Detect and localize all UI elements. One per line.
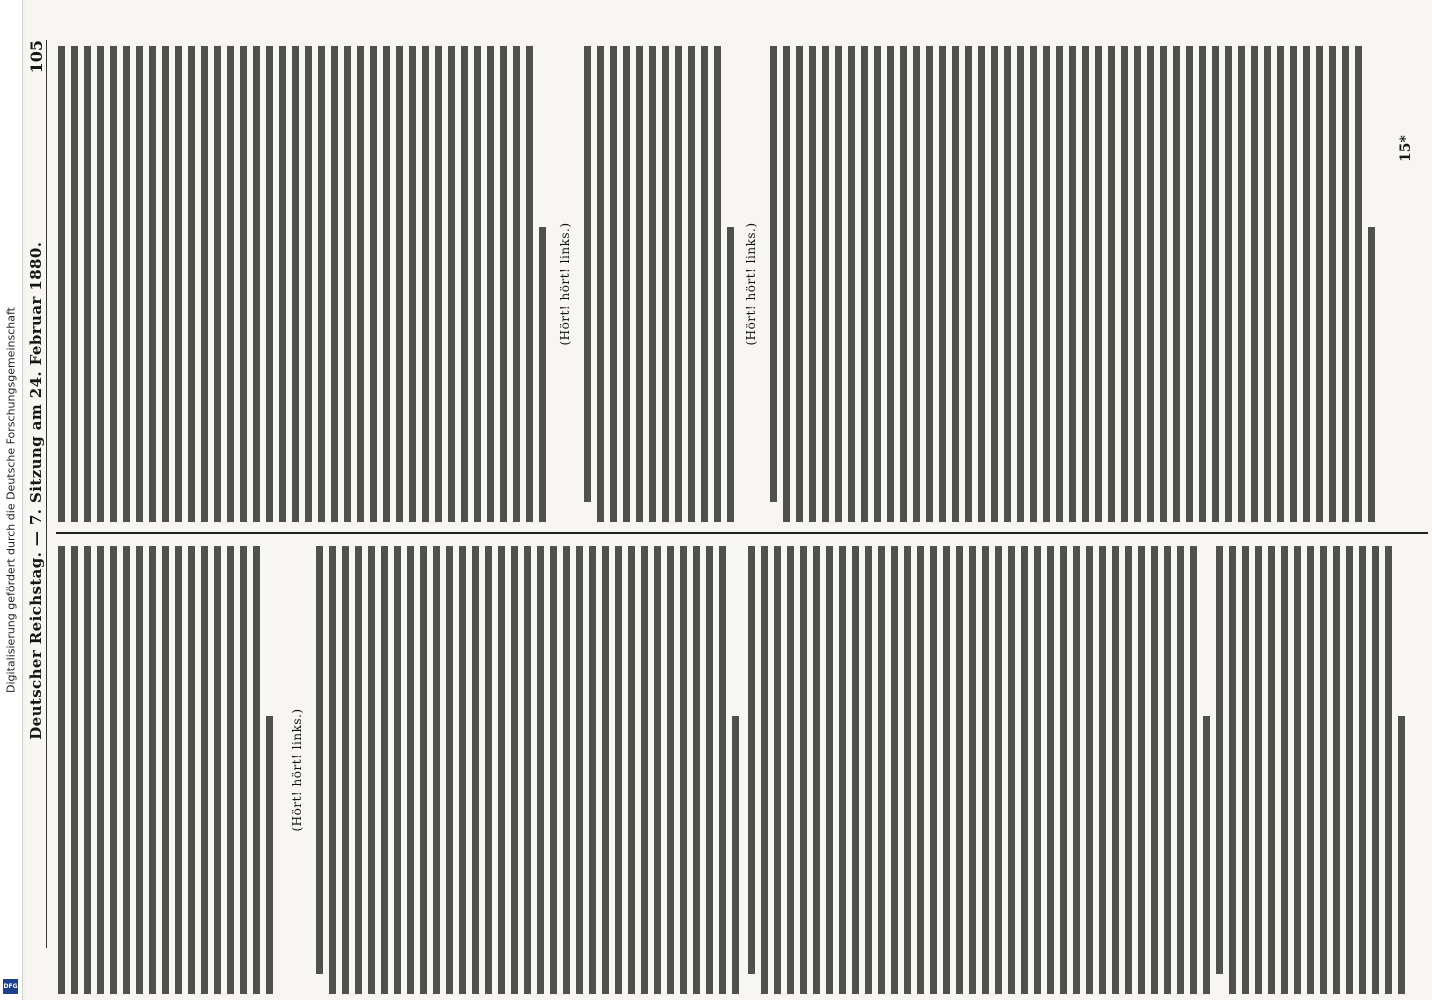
text-line (526, 46, 533, 522)
text-line (628, 546, 635, 994)
text-line (991, 46, 998, 522)
text-line (162, 546, 169, 994)
text-line (719, 546, 726, 994)
text-line (201, 546, 208, 994)
text-line (1151, 546, 1158, 994)
scanned-page (26, 0, 1432, 1000)
text-line (253, 46, 260, 522)
text-line (381, 546, 388, 994)
text-line (1385, 546, 1392, 994)
text-line (409, 46, 416, 522)
text-line (97, 546, 104, 994)
interjection: (Hört! hört! links.) (558, 222, 572, 346)
text-line (1372, 546, 1379, 994)
credit-strip (0, 0, 23, 1000)
paragraph (584, 46, 740, 522)
text-line (550, 546, 557, 994)
text-line (537, 546, 544, 994)
text-line (913, 46, 920, 522)
paragraph (770, 46, 1381, 522)
text-line (748, 546, 755, 974)
text-line (58, 46, 65, 522)
text-line (1316, 46, 1323, 522)
text-line (783, 46, 790, 522)
text-line (1147, 46, 1154, 522)
text-line (433, 546, 440, 994)
text-line (1186, 46, 1193, 522)
text-line (602, 546, 609, 994)
text-line (839, 546, 846, 994)
text-line (1056, 46, 1063, 522)
text-line (1216, 546, 1223, 974)
text-line (329, 546, 336, 994)
text-line (732, 716, 739, 994)
text-line (675, 46, 682, 522)
signature-mark: 15* (1398, 135, 1414, 162)
paragraph (58, 546, 279, 994)
text-line (1212, 46, 1219, 522)
text-line (1160, 46, 1167, 522)
interjection: (Hört! hört! links.) (290, 708, 304, 832)
text-line (1277, 46, 1284, 522)
text-line (1307, 546, 1314, 994)
text-line (809, 46, 816, 522)
text-line (714, 46, 721, 522)
text-line (110, 546, 117, 994)
text-line (1047, 546, 1054, 994)
text-line (487, 46, 494, 522)
text-line (1099, 546, 1106, 994)
text-line (394, 546, 401, 994)
text-line (965, 46, 972, 522)
header-title: Deutscher Reichstag. — 7. Sitzung am 24. Februar 1880. (27, 241, 45, 740)
text-line (1134, 46, 1141, 522)
text-line (136, 46, 143, 522)
text-line (1268, 546, 1275, 994)
text-line (1355, 46, 1362, 522)
text-line (1030, 46, 1037, 522)
text-line (701, 46, 708, 522)
text-line (123, 546, 130, 994)
text-line (1004, 46, 1011, 522)
text-line (422, 46, 429, 522)
text-line (539, 227, 546, 522)
text-line (956, 546, 963, 994)
text-line (761, 546, 768, 994)
text-line (706, 546, 713, 994)
paragraph (316, 546, 745, 994)
text-line (597, 46, 604, 522)
text-line (84, 546, 91, 994)
text-line (693, 546, 700, 994)
digitization-credit: Digitalisierung gefördert durch die Deutsche Forschungsgemeinschaft (4, 307, 18, 693)
text-line (654, 546, 661, 994)
text-line (878, 546, 885, 994)
text-line (355, 546, 362, 994)
text-line (641, 546, 648, 994)
text-line (1164, 546, 1171, 994)
text-line (188, 46, 195, 522)
text-line (688, 46, 695, 522)
text-line (1333, 546, 1340, 994)
text-line (995, 546, 1002, 994)
rotated-page-content (26, 0, 1432, 1000)
text-line (796, 46, 803, 522)
text-line (266, 46, 273, 522)
text-line (266, 716, 273, 994)
text-line (891, 546, 898, 994)
text-line (1264, 46, 1271, 522)
text-line (822, 46, 829, 522)
text-line (383, 46, 390, 522)
text-line (1173, 46, 1180, 522)
text-line (485, 546, 492, 994)
dfg-logo: DFG (3, 979, 18, 994)
text-line (357, 46, 364, 522)
column-divider (56, 532, 1428, 534)
text-line (615, 546, 622, 994)
text-line (1069, 46, 1076, 522)
text-line (900, 46, 907, 522)
text-line (214, 46, 221, 522)
text-line (1329, 46, 1336, 522)
text-line (58, 546, 65, 994)
text-line (316, 546, 323, 974)
text-line (227, 546, 234, 994)
text-line (589, 546, 596, 994)
text-line (1121, 46, 1128, 522)
text-line (982, 546, 989, 994)
text-line (978, 46, 985, 522)
text-line (461, 46, 468, 522)
text-line (1242, 546, 1249, 994)
text-line (1073, 546, 1080, 994)
text-line (1108, 46, 1115, 522)
text-line (1320, 546, 1327, 994)
text-line (1095, 46, 1102, 522)
text-line (1225, 46, 1232, 522)
running-header (26, 40, 47, 948)
text-line (420, 546, 427, 994)
text-line (576, 546, 583, 994)
text-line (97, 46, 104, 522)
text-line (344, 46, 351, 522)
text-line (446, 546, 453, 994)
text-line (887, 46, 894, 522)
text-line (1199, 46, 1206, 522)
text-line (513, 46, 520, 522)
text-line (149, 546, 156, 994)
text-line (1125, 546, 1132, 994)
text-line (472, 546, 479, 994)
text-line (71, 546, 78, 994)
text-line (1082, 46, 1089, 522)
text-line (407, 546, 414, 994)
text-line (610, 46, 617, 522)
text-line (662, 46, 669, 522)
paragraph (58, 46, 552, 522)
text-line (904, 546, 911, 994)
page-number: 105 (26, 40, 46, 74)
text-line (1017, 46, 1024, 522)
text-line (1008, 546, 1015, 994)
text-line (149, 46, 156, 522)
text-line (524, 546, 531, 994)
text-line (930, 546, 937, 994)
text-line (227, 46, 234, 522)
text-line (175, 546, 182, 994)
text-line (649, 46, 656, 522)
text-line (279, 46, 286, 522)
text-line (563, 546, 570, 994)
text-line (1238, 46, 1245, 522)
text-line (1203, 716, 1210, 994)
text-line (368, 546, 375, 994)
left-column (58, 546, 1428, 994)
text-line (84, 46, 91, 522)
text-line (861, 46, 868, 522)
text-line (813, 546, 820, 994)
text-line (852, 546, 859, 994)
text-line (435, 46, 442, 522)
text-line (188, 546, 195, 994)
text-line (939, 46, 946, 522)
text-line (318, 46, 325, 522)
interjection: (Hört! hört! links.) (744, 222, 758, 346)
text-line (667, 546, 674, 994)
text-line (584, 46, 591, 502)
text-line (448, 46, 455, 522)
text-line (727, 227, 734, 522)
text-line (500, 46, 507, 522)
text-line (511, 546, 518, 994)
text-line (680, 546, 687, 994)
text-line (1229, 546, 1236, 994)
text-line (1190, 546, 1197, 994)
text-line (1398, 716, 1405, 994)
text-line (292, 46, 299, 522)
text-line (835, 46, 842, 522)
text-line (865, 546, 872, 994)
text-line (1368, 227, 1375, 522)
text-line (1060, 546, 1067, 994)
text-line (1043, 46, 1050, 522)
text-line (305, 46, 312, 522)
text-line (1281, 546, 1288, 994)
text-line (1034, 546, 1041, 994)
text-line (498, 546, 505, 994)
text-line (1294, 546, 1301, 994)
text-line (1290, 46, 1297, 522)
right-column (58, 46, 1428, 522)
text-line (1346, 546, 1353, 994)
text-line (623, 46, 630, 522)
text-line (136, 546, 143, 994)
text-line (240, 546, 247, 994)
text-line (110, 46, 117, 522)
text-line (201, 46, 208, 522)
text-line (331, 46, 338, 522)
text-line (874, 46, 881, 522)
text-line (636, 46, 643, 522)
text-line (917, 546, 924, 994)
text-line (1303, 46, 1310, 522)
text-line (848, 46, 855, 522)
text-line (1177, 546, 1184, 994)
text-line (71, 46, 78, 522)
text-line (1359, 546, 1366, 994)
text-line (926, 46, 933, 522)
text-line (474, 46, 481, 522)
text-line (175, 46, 182, 522)
text-line (969, 546, 976, 994)
text-line (1251, 46, 1258, 522)
paragraph (748, 546, 1216, 994)
text-line (123, 46, 130, 522)
text-line (1255, 546, 1262, 994)
text-line (459, 546, 466, 994)
text-line (162, 46, 169, 522)
text-line (1086, 546, 1093, 994)
text-line (1021, 546, 1028, 994)
text-line (770, 46, 777, 502)
text-line (214, 546, 221, 994)
text-line (396, 46, 403, 522)
text-line (826, 546, 833, 994)
paragraph (1216, 546, 1411, 994)
text-line (370, 46, 377, 522)
text-line (787, 546, 794, 994)
text-line (253, 546, 260, 994)
text-line (1112, 546, 1119, 994)
text-line (1342, 46, 1349, 522)
text-line (1138, 546, 1145, 994)
text-line (952, 46, 959, 522)
text-line (800, 546, 807, 994)
text-line (342, 546, 349, 994)
text-line (240, 46, 247, 522)
text-line (943, 546, 950, 994)
text-line (774, 546, 781, 994)
